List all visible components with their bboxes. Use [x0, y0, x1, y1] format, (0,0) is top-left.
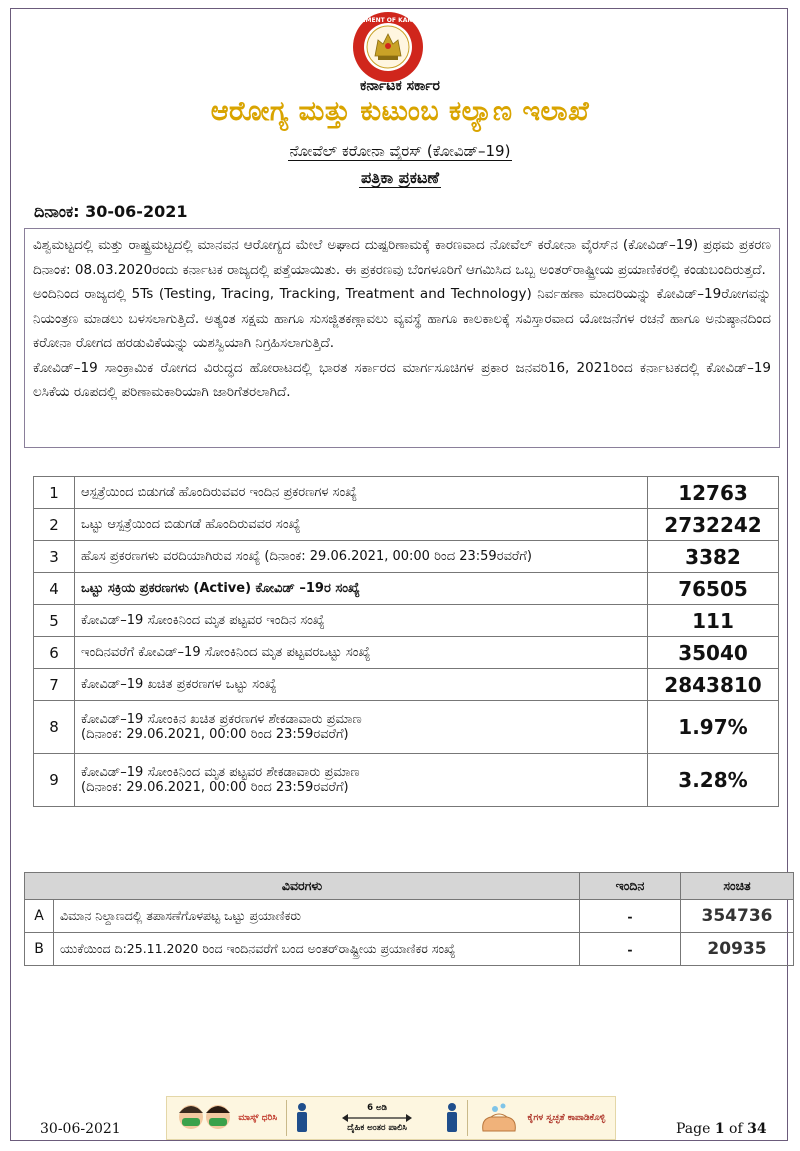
covid-stats-table: [33, 476, 779, 807]
page-indicator: [676, 1121, 767, 1137]
table-row: [25, 933, 794, 966]
page-current: 1: [714, 1121, 725, 1137]
row-cumulative: 20935: [681, 933, 794, 966]
table-row: [34, 605, 779, 637]
table-header-row: [25, 873, 794, 900]
person-icon: [295, 1102, 309, 1134]
distance-box: [342, 1103, 412, 1133]
intro-box: [24, 228, 780, 448]
row-subtext: (ದಿನಾಂಕ: 29.06.2021, 00:00 ರಿಂದ 23:59ರವರೆಗೆ): [81, 780, 349, 795]
page-prefix: Page: [676, 1121, 711, 1137]
row-value: 2732242: [648, 509, 779, 541]
row-number: 4: [34, 573, 75, 605]
press-release-text: ಪತ್ರಿಕಾ ಪ್ರಕಟಣೆ: [360, 168, 440, 187]
table-row: [34, 541, 779, 573]
travel-screening-table: [24, 872, 794, 966]
row-value: 3.28%: [648, 754, 779, 807]
row-description-cell: [75, 754, 648, 807]
intro-paragraph-1: ವಿಶ್ವಮಟ್ಟದಲ್ಲಿ ಮತ್ತು ರಾಷ್ಟ್ರಮಟ್ಟದಲ್ಲಿ ಮಾನವನ ಆರೋಗ್ಯದ ಮೇಲೆ ಅಘಾದ ದುಷ್ಪರಿಣಾಮಕ್ಕೆ ಕಾರಣವಾದ ನೋವೆಲ್ ಕರೋನಾ ವೈರಸ್‌ನ (ಕೋವಿಡ್–19) ಪ್ರಥಮ ಪ್ರಕರಣ ದಿನಾಂಕ: 08.03.2020ರಂದು ಕರ್ನಾಟಕ ರಾಜ್ಯದಲ್ಲಿ ಪತ್ತೆಯಾಯಿತು. ಈ ಪ್ರಕರಣವು ಬೆಂಗಳೂರಿಗೆ ಆಗಮಿಸಿದ ಒಬ್ಬ ಅಂತರ್‌ರಾಷ್ಟ್ರೀಯ ಪ್ರಯಾಣಿಕರಲ್ಲಿ ಕಂಡುಬಂದಿರುತ್ತದೆ.: [33, 237, 771, 278]
table-row: [34, 509, 779, 541]
press-release-heading: [0, 168, 800, 188]
mask-segment: [167, 1097, 286, 1139]
page-total: 34: [747, 1121, 767, 1137]
row-description: ಯುಕೆಯಿಂದ ದಿ:25.11.2020 ರಿಂದ ಇಂದಿನವರೆಗೆ ಬಂದ ಅಂತರ್‌ರಾಷ್ಟ್ರೀಯ ಪ್ರಯಾಣಿಕರ ಸಂಖ್ಯೆ: [54, 933, 580, 966]
row-description: ಒಟ್ಟು ಸಕ್ರಿಯ ಪ್ರಕರಣಗಳು (Active) ಕೋವಿಡ್ –19ರ ಸಂಖ್ಯೆ: [75, 573, 648, 605]
emblem-ring-text: GOVERNMENT OF KARNATAKA: [337, 17, 439, 24]
row-description: ಕೋವಿಡ್–19 ಸೋಂಕಿನಿಂದ ಮೃತ ಪಟ್ಟವರ ಶೇಕಡಾವಾರು ಪ್ರಮಾಣ: [81, 765, 360, 780]
table-row: [34, 669, 779, 701]
double-arrow-icon: [342, 1113, 412, 1123]
row-description: ಆಸ್ಪತ್ರೆಯಿಂದ ಬಿಡುಗಡೆ ಹೊಂದಿರುವವರ ಇಂದಿನ ಪ್ರಕರಣಗಳ ಸಂಖ್ಯೆ: [75, 477, 648, 509]
release-date: ದಿನಾಂಕ: 30-06-2021: [34, 202, 188, 221]
table-row: [34, 754, 779, 807]
distance-text: ದೈಹಿಕ ಅಂತರ ಪಾಲಿಸಿ: [347, 1123, 407, 1133]
table-row: [34, 573, 779, 605]
handwash-icon: [477, 1101, 521, 1135]
header-today: ಇಂದಿನ: [580, 873, 681, 900]
row-number: 1: [34, 477, 75, 509]
page-of: of: [729, 1121, 743, 1137]
row-description: ಒಟ್ಟು ಆಸ್ಪತ್ರೆಯಿಂದ ಬಿಡುಗಡೆ ಹೊಂದಿರುವವರ ಸಂಖ್ಯೆ: [75, 509, 648, 541]
subject-line: [0, 142, 800, 160]
mask-text: ಮಾಸ್ಕ್ ಧರಿಸಿ: [238, 1112, 278, 1123]
row-cumulative: 354736: [681, 900, 794, 933]
row-value: 35040: [648, 637, 779, 669]
row-description: ಕೋವಿಡ್–19 ಸೋಂಕಿನಿಂದ ಮೃತ ಪಟ್ಟವರ ಇಂದಿನ ಸಂಖ್ಯೆ: [75, 605, 648, 637]
government-name: ಕರ್ನಾಟಕ ಸರ್ಕಾರ: [360, 78, 440, 94]
row-number: 9: [34, 754, 75, 807]
row-value: 12763: [648, 477, 779, 509]
row-description: ಕೋವಿಡ್–19 ಖಚಿತ ಪ್ರಕರಣಗಳ ಒಟ್ಟು ಸಂಖ್ಯೆ: [75, 669, 648, 701]
row-number: 2: [34, 509, 75, 541]
row-number: 7: [34, 669, 75, 701]
row-value: 1.97%: [648, 701, 779, 754]
person-icon: [445, 1102, 459, 1134]
row-today: -: [580, 900, 681, 933]
distance-value: 6 ಅಡಿ: [367, 1103, 387, 1113]
row-description-cell: [75, 701, 648, 754]
row-description: ಕೋವಿಡ್–19 ಸೋಂಕಿನ ಖಚಿತ ಪ್ರಕರಣಗಳ ಶೇಕಡಾವಾರು ಪ್ರಮಾಣ: [81, 712, 362, 727]
row-today: -: [580, 933, 681, 966]
row-number: 8: [34, 701, 75, 754]
handwash-segment: [468, 1097, 615, 1139]
subject-text: ನೋವೆಲ್ ಕರೋನಾ ವೈರಸ್ (ಕೋವಿಡ್–19): [289, 142, 511, 160]
row-description: ವಿಮಾನ ನಿಲ್ದಾಣದಲ್ಲಿ ತಪಾಸಣೆಗೊಳಪಟ್ಟ ಒಟ್ಟು ಪ್ರಯಾಣಿಕರು: [54, 900, 580, 933]
footer-date: 30-06-2021: [40, 1121, 121, 1137]
row-value: 3382: [648, 541, 779, 573]
row-number: 5: [34, 605, 75, 637]
distance-segment: [287, 1097, 466, 1139]
handwash-text: ಕೈಗಳ ಸ್ವಚ್ಛತೆ ಕಾಪಾಡಿಕೊಳ್ಳಿ: [527, 1112, 606, 1123]
karnataka-emblem-icon: [337, 10, 439, 84]
table-row: [34, 477, 779, 509]
table-row: [25, 900, 794, 933]
covid-awareness-banner: [166, 1096, 616, 1140]
table-row: [34, 637, 779, 669]
row-index: B: [25, 933, 54, 966]
row-number: 6: [34, 637, 75, 669]
intro-paragraph-2: ಅಂದಿನಿಂದ ರಾಜ್ಯದಲ್ಲಿ 5Ts (Testing, Tracing, Tracking, Treatment and Technology) ನಿರ್ವಹಣಾ ಮಾದರಿಯನ್ನು ಕೋವಿಡ್–19ರೋಗವನ್ನು ನಿಯಂತ್ರಣ ಮಾಡಲು ಬಳಸಲಾಗುತ್ತಿದೆ. ಅತ್ಯಂತ ಸಕ್ಷಮ ಹಾಗೂ ಸುಸಜ್ಜಿತಕಣ್ಗಾವಲು ವ್ಯವಸ್ಥೆ ಹಾಗೂ ಕಾಲಕಾಲಕ್ಕೆ ಸವಿಸ್ತಾರವಾದ ಯೋಜನೆಗಳ ರಚನೆ ಹಾಗೂ ಅನುಷ್ಠಾನದಿಂದ ಕರೋನಾ ರೋಗದ ಹರಡುವಿಕೆಯನ್ನು ಯಶಸ್ವಿಯಾಗಿ ನಿಗ್ರಹಿಸಲಾಗುತ್ತಿದೆ.: [33, 286, 771, 351]
row-index: A: [25, 900, 54, 933]
intro-paragraph-3: ಕೋವಿಡ್–19 ಸಾಂಕ್ರಾಮಿಕ ರೋಗದ ವಿರುದ್ಧದ ಹೋರಾಟದಲ್ಲಿ ಭಾರತ ಸರ್ಕಾರದ ಮಾರ್ಗಸೂಚಿಗಳ ಪ್ರಕಾರ ಜನವರಿ16, 2021ರಿಂದ ಕರ್ನಾಟಕದಲ್ಲಿ ಕೋವಿಡ್–19 ಲಸಿಕೆಯ ರೂಪದಲ್ಲಿ ಪರಿಣಾಮಕಾರಿಯಾಗಿ ಜಾರಿಗೆತರಲಾಗಿದೆ.: [33, 359, 771, 400]
row-description: ಹೊಸ ಪ್ರಕರಣಗಳು ವರದಿಯಾಗಿರುವ ಸಂಖ್ಯೆ (ದಿನಾಂಕ: 29.06.2021, 00:00 ರಿಂದ 23:59ರವರೆಗೆ): [75, 541, 648, 573]
table-row: [34, 701, 779, 754]
header-cumulative: ಸಂಚಿತ: [681, 873, 794, 900]
department-title: ಆರೋಗ್ಯ ಮತ್ತು ಕುಟುಂಬ ಕಲ್ಯಾಣ ಇಲಾಖೆ: [210, 96, 590, 127]
masked-faces-icon: [176, 1101, 234, 1135]
row-description: ಇಂದಿನವರೆಗೆ ಕೋವಿಡ್–19 ಸೋಂಕಿನಿಂದ ಮೃತ ಪಟ್ಟವರಒಟ್ಟು ಸಂಖ್ಯೆ: [75, 637, 648, 669]
row-value: 111: [648, 605, 779, 637]
row-value: 76505: [648, 573, 779, 605]
row-value: 2843810: [648, 669, 779, 701]
row-subtext: (ದಿನಾಂಕ: 29.06.2021, 00:00 ರಿಂದ 23:59ರವರೆಗೆ): [81, 727, 349, 742]
header-details: ವಿವರಗಳು: [25, 873, 580, 900]
row-number: 3: [34, 541, 75, 573]
